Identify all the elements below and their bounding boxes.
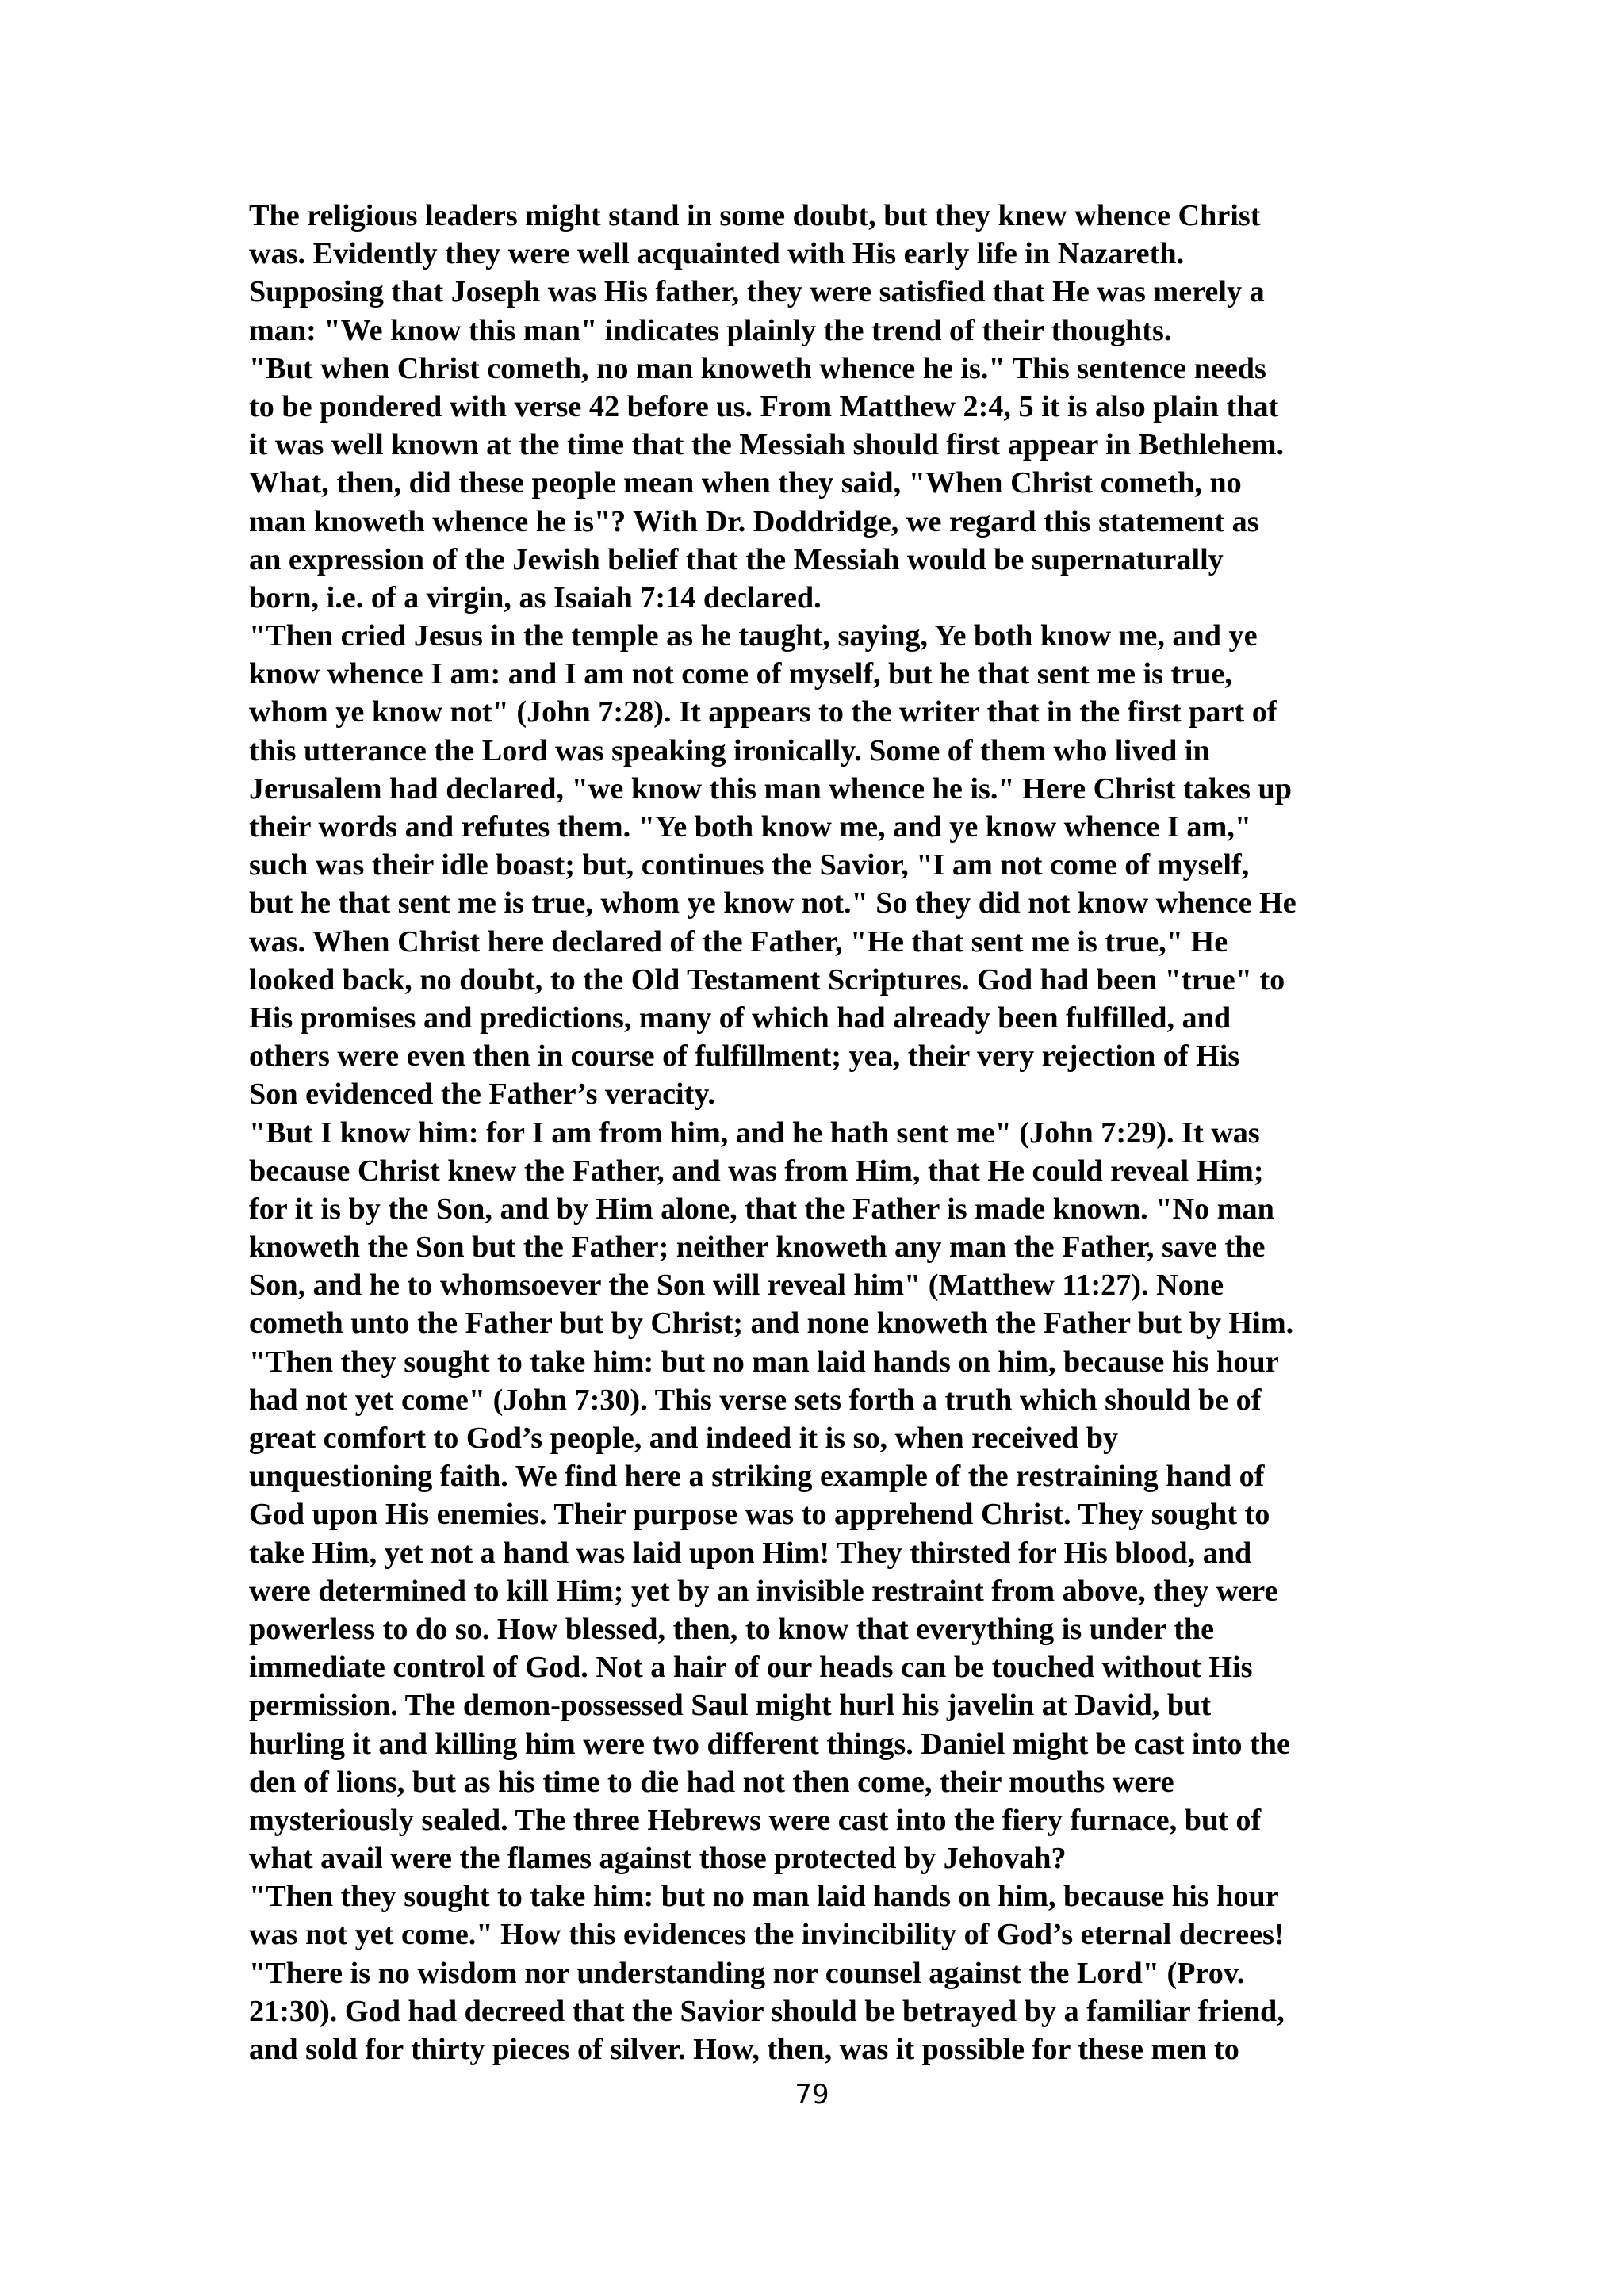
text-line: looked back, no doubt, to the Old Testament Scriptures. God had been "true" to — [249, 962, 1285, 997]
text-line: was. Evidently they were well acquainted with His early life in Nazareth. — [249, 237, 1185, 271]
text-line: Son evidenced the Father’s veracity. — [249, 1077, 715, 1112]
text-line: man: "We know this man" indicates plainly the trend of their thoughts. — [249, 313, 1172, 347]
text-line: Supposing that Joseph was His father, they were satisfied that He was merely a — [249, 275, 1265, 309]
text-line: "There is no wisdom nor understanding nor counsel against the Lord" (Prov. — [249, 1956, 1245, 1990]
text-line: Son, and he to whomsoever the Son will reveal him" (Matthew 11:27). None — [249, 1269, 1224, 1303]
body-text — [249, 197, 1415, 2068]
text-line: "But I know him: for I am from him, and he hath sent me" (John 7:29). It was — [249, 1115, 1260, 1150]
text-line: unquestioning faith. We find here a striking example of the restraining hand of — [249, 1460, 1265, 1494]
text-line: permission. The demon-possessed Saul might hurl his javelin at David, but — [249, 1689, 1212, 1723]
text-line: His promises and predictions, many of which had already been fulfilled, and — [249, 1001, 1231, 1035]
text-line: was not yet come." How this evidences the invincibility of God’s eternal decrees! — [249, 1918, 1285, 1952]
text-line: mysteriously sealed. The three Hebrews were cast into the fiery furnace, but of — [249, 1803, 1262, 1837]
text-line: and sold for thirty pieces of silver. How, then, was it possible for these men to — [249, 2033, 1239, 2066]
text-line: their words and refutes them. "Ye both know me, and ye know whence I am," — [249, 810, 1252, 844]
text-line: was. When Christ here declared of the Father, "He that sent me is true," He — [249, 924, 1228, 959]
text-line: What, then, did these people mean when they said, "When Christ cometh, no — [249, 466, 1242, 500]
text-line: to be pondered with verse 42 before us. From Matthew 2:4, 5 it is also plain that — [249, 389, 1279, 423]
text-line: were determined to kill Him; yet by an invisible restraint from above, they were — [249, 1574, 1278, 1608]
text-line: great comfort to God’s people, and indeed it is so, when received by — [249, 1422, 1119, 1455]
text-line: cometh unto the Father but by Christ; and none knoweth the Father but by Him. — [249, 1307, 1294, 1341]
text-line: man knoweth whence he is"? With Dr. Doddridge, we regard this statement as — [249, 504, 1259, 538]
text-line: knoweth the Son but the Father; neither knoweth any man the Father, save the — [249, 1230, 1266, 1265]
text-line: whom ye know not" (John 7:28). It appears to the writer that in the first part of — [249, 695, 1277, 729]
text-line: hurling it and killing him were two different things. Daniel might be cast into the — [249, 1727, 1290, 1761]
text-line: 21:30). God had decreed that the Savior should be betrayed by a familiar friend, — [249, 1994, 1285, 2028]
text-line: had not yet come" (John 7:30). This verse sets forth a truth which should be of — [249, 1383, 1262, 1417]
text-line: Jerusalem had declared, "we know this man whence he is." Here Christ takes up — [249, 771, 1292, 806]
text-line: because Christ knew the Father, and was from Him, that He could reveal Him; — [249, 1154, 1264, 1188]
text-line: born, i.e. of a virgin, as Isaiah 7:14 declared. — [249, 580, 822, 614]
text-line: what avail were the flames against those protected by Jehovah? — [249, 1842, 1067, 1876]
text-line: this utterance the Lord was speaking ironically. Some of them who lived in — [249, 733, 1210, 767]
text-line: know whence I am: and I am not come of myself, but he that sent me is true, — [249, 657, 1232, 691]
text-line: an expression of the Jewish belief that the Messiah would be supernaturally — [249, 542, 1224, 576]
text-line: den of lions, but as his time to die had not then come, their mouths were — [249, 1765, 1174, 1799]
text-line: powerless to do so. How blessed, then, to know that everything is under the — [249, 1612, 1215, 1646]
text-line: The religious leaders might stand in some doubt, but they knew whence Christ — [249, 199, 1261, 232]
page-number: 79 — [795, 2079, 829, 2110]
text-line: for it is by the Son, and by Him alone, that the Father is made known. "No man — [249, 1192, 1274, 1226]
text-line: it was well known at the time that the Messiah should first appear in Bethlehem. — [249, 428, 1285, 462]
text-line: others were even then in course of fulfillment; yea, their very rejection of His — [249, 1039, 1240, 1073]
text-line: immediate control of God. Not a hair of our heads can be touched without His — [249, 1651, 1253, 1685]
text-line: "Then they sought to take him: but no man laid hands on him, because his hour — [249, 1880, 1279, 1914]
text-line: but he that sent me is true, whom ye know not." So they did not know whence He — [249, 886, 1297, 920]
text-line: such was their idle boast; but, continues the Savior, "I am not come of myself, — [249, 848, 1250, 882]
text-line: take Him, yet not a hand was laid upon Him! They thirsted for His blood, and — [249, 1536, 1252, 1570]
text-line: "Then cried Jesus in the temple as he taught, saying, Ye both know me, and ye — [249, 619, 1258, 653]
text-line: God upon His enemies. Their purpose was to apprehend Christ. They sought to — [249, 1498, 1270, 1532]
text-line: "But when Christ cometh, no man knoweth whence he is." This sentence needs — [249, 351, 1266, 385]
text-line: "Then they sought to take him: but no man laid hands on him, because his hour — [249, 1345, 1279, 1379]
